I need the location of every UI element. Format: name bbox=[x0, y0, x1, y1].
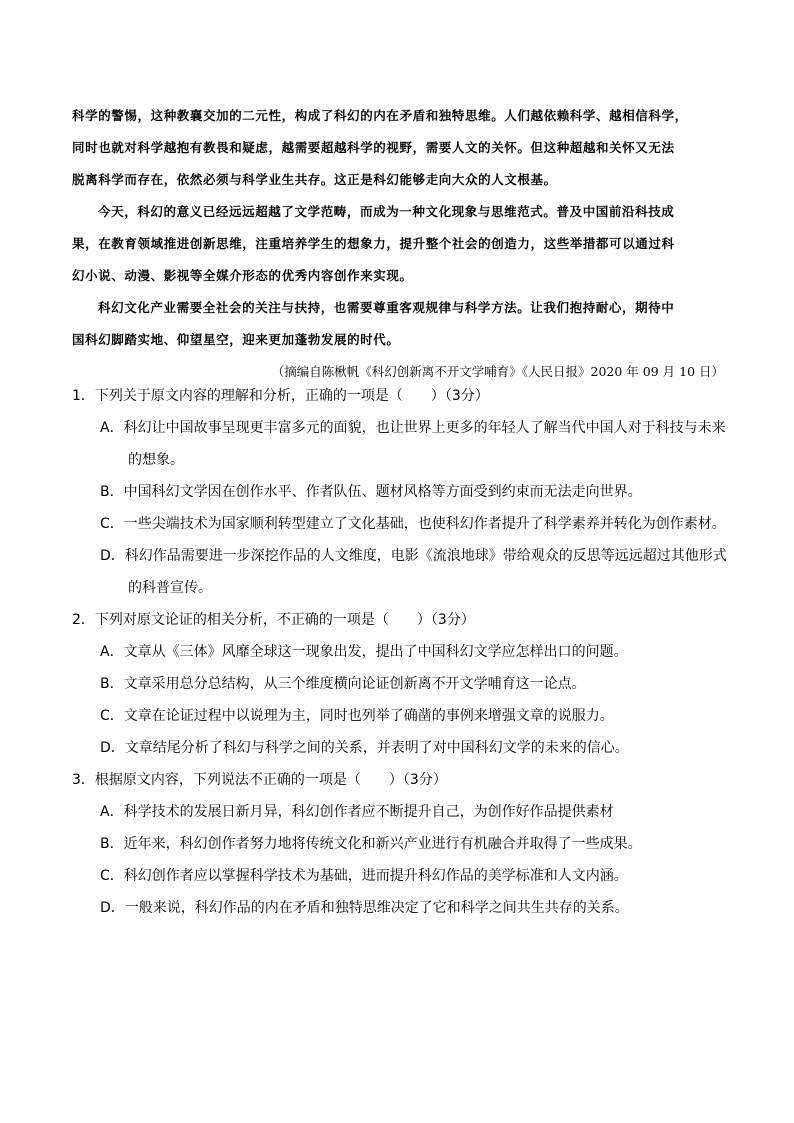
option-text: A．文章从《三体》风靡全球这一现象出发，提出了中国科幻文学应怎样出口的问题。 bbox=[100, 644, 628, 660]
question-option bbox=[72, 412, 732, 476]
passage-source: （摘编自陈楸帆《科幻创新离不开文学哺育》《人民日报》2020 年 09 月 10 日） bbox=[271, 364, 724, 379]
option-text: A．科学技术的发展日新月异，科幻创作者应不断提升自己，为创作好作品提供素材 bbox=[100, 804, 614, 820]
question-option bbox=[72, 700, 732, 732]
passage-line: 国科幻脚踏实地、仰望星空，迎来更加蓬勃发展的时代。 bbox=[72, 332, 400, 347]
passage-line: 果，在教育领域推进创新思维，注重培养学生的想象力，提升整个社会的创造力，这些举措都可以通过科 bbox=[72, 236, 675, 251]
option-text: C．科幻创作者应以掌握科学技术为基础，进而提升科幻作品的美学标准和人文内涵。 bbox=[100, 868, 628, 884]
passage-line: 脱离科学而存在，依然必须与科学业生共存。这正是科幻能够走向大众的人文根基。 bbox=[72, 172, 557, 187]
option-text: D．科幻作品需要进一步深挖作品的人文维度，电影《流浪地球》带给观众的反思等远远超过其他形式 bbox=[100, 548, 727, 564]
option-text: D．一般来说，科幻作品的内在矛盾和独特思维决定了它和科学之间共生共存的关系。 bbox=[100, 900, 629, 916]
question-stem: 3．根据原文内容，下列说法不正确的一项是（ ）（3分） bbox=[72, 772, 447, 788]
question-option bbox=[72, 732, 732, 764]
option-text: D．文章结尾分析了科幻与科学之间的关系，并表明了对中国科幻文学的未来的信心。 bbox=[100, 740, 629, 756]
question-option bbox=[72, 860, 732, 892]
passage-line: 科学的警惕，这种教襄交加的二元性，构成了科幻的内在矛盾和独特思维。人们越依赖科学、越相信科学， bbox=[72, 108, 688, 123]
option-text: B．中国科幻文学因在创作水平、作者队伍、题材风格等方面受到约束而无法走向世界。 bbox=[100, 484, 642, 500]
option-text: C．一些尖端技术为国家顺利转型建立了文化基础，也使科幻作者提升了科学素养并转化为创作素材。 bbox=[100, 516, 726, 532]
reading-passage bbox=[72, 100, 724, 388]
question-option bbox=[72, 892, 732, 924]
question-stem: 1．下列关于原文内容的理解和分析，正确的一项是（ ）（3分） bbox=[72, 388, 489, 404]
question-option bbox=[72, 828, 732, 860]
option-text: B．近年来，科幻创作者努力地将传统文化和新兴产业进行有机融合并取得了一些成果。 bbox=[100, 836, 642, 852]
question-option bbox=[72, 476, 732, 508]
question-option bbox=[72, 636, 732, 668]
passage-line: 幻小说、动漫、影视等全媒介形态的优秀内容创作来实现。 bbox=[72, 268, 413, 283]
passage-line: 科幻文化产业需要全社会的关注与扶持，也需要尊重客观规律与科学方法。让我们抱持耐心，期待中 bbox=[98, 300, 675, 315]
question-option bbox=[72, 540, 732, 604]
option-text: B．文章采用总分总结构，从三个维度横向论证创新离不开文学哺育这一论点。 bbox=[100, 676, 586, 692]
question-option bbox=[72, 668, 732, 700]
option-text: A．科幻让中国故事呈现更丰富多元的面貌，也让世界上更多的年轻人了解当代中国人对于科技与未来 bbox=[100, 420, 726, 436]
option-text-continued: 的科普宣传。 bbox=[128, 580, 212, 596]
question-option bbox=[72, 508, 732, 540]
option-text-continued: 的想象。 bbox=[128, 452, 184, 468]
passage-line: 今天，科幻的意义已经远远超越了文学范畴，而成为一种文化现象与思维范式。普及中国前沿科技成 bbox=[98, 204, 675, 219]
question-list bbox=[72, 380, 732, 924]
option-text: C．文章在论证过程中以说理为主，同时也列举了确凿的事例来增强文章的说服力。 bbox=[100, 708, 614, 724]
question-stem: 2．下列对原文论证的相关分析，不正确的一项是（ ）（3分） bbox=[72, 612, 475, 628]
question-option bbox=[72, 796, 732, 828]
passage-line: 同时也就对科学越抱有教畏和疑虑，越需要超越科学的视野，需要人文的关怀。但这种超越和关怀又无法 bbox=[72, 140, 675, 155]
